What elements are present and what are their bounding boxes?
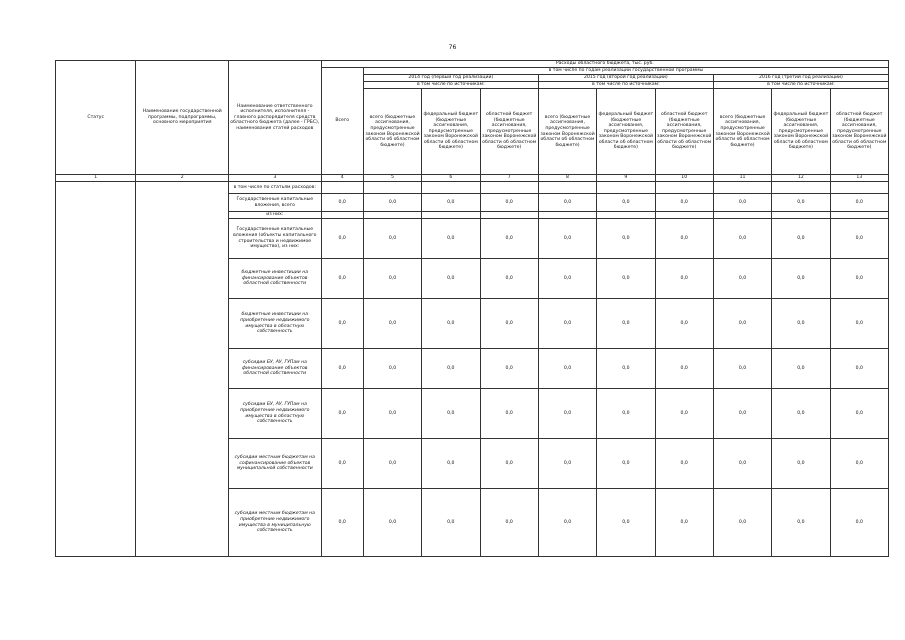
value-cell: 0,0 <box>480 389 538 439</box>
value-cell: 0,0 <box>830 439 888 489</box>
value-cell: 0,0 <box>655 219 713 259</box>
value-cell: 0,0 <box>713 439 771 489</box>
value-cell: 0,0 <box>321 439 363 489</box>
row-label: субсидии БУ, АУ, ГУПам на приобретение недвижимого имущества в областную собственность <box>229 389 322 439</box>
value-cell: 0,0 <box>655 389 713 439</box>
value-cell: 0,0 <box>480 299 538 349</box>
value-cell <box>830 182 888 194</box>
value-cell <box>363 182 421 194</box>
row-label: субсидии местным бюджетам на софинансирование объектов муниципальной собственности <box>229 439 322 489</box>
header-year-2014: 2014 год (первый год реализации) <box>363 75 538 82</box>
value-cell: 0,0 <box>538 194 596 212</box>
value-cell: 0,0 <box>422 194 480 212</box>
value-cell: 0,0 <box>655 299 713 349</box>
value-cell: 0,0 <box>772 194 830 212</box>
value-cell: 0,0 <box>480 349 538 389</box>
header-source-regional: областной бюджет (бюджетные ассигнования, предусмотренные законом Воронежской области об областном бюджете) <box>655 89 713 175</box>
value-cell: 0,0 <box>655 439 713 489</box>
value-cell: 0,0 <box>597 219 655 259</box>
value-cell: 0,0 <box>363 389 421 439</box>
table-body <box>56 182 889 557</box>
value-cell <box>655 212 713 219</box>
value-cell <box>713 212 771 219</box>
value-cell: 0,0 <box>772 489 830 557</box>
value-cell: 0,0 <box>363 439 421 489</box>
value-cell: 0,0 <box>363 489 421 557</box>
value-cell: 0,0 <box>830 389 888 439</box>
value-cell: 0,0 <box>538 219 596 259</box>
value-cell: 0,0 <box>363 259 421 299</box>
header-by-sources: в том числе по источникам: <box>538 82 713 89</box>
value-cell: 0,0 <box>830 299 888 349</box>
header-source-total: всего (бюджетные ассигнования, предусмотренные законом Воронежской области об областном бюджете) <box>363 89 421 175</box>
column-number: 13 <box>830 175 888 182</box>
header-source-federal: федеральный бюджет (бюджетные ассигнования, предусмотренные законом Воронежской области об областном бюджете) <box>772 89 830 175</box>
value-cell: 0,0 <box>772 349 830 389</box>
column-number: 11 <box>713 175 771 182</box>
program-cell <box>136 182 229 557</box>
header-source-total: всего (бюджетные ассигнования, предусмотренные законом Воронежской области об областном бюджете) <box>713 89 771 175</box>
value-cell: 0,0 <box>538 389 596 439</box>
value-cell: 0,0 <box>538 349 596 389</box>
column-number: 6 <box>422 175 480 182</box>
value-cell <box>480 182 538 194</box>
value-cell: 0,0 <box>597 439 655 489</box>
value-cell: 0,0 <box>597 489 655 557</box>
value-cell: 0,0 <box>363 349 421 389</box>
header-year-2016: 2016 год (третий год реализации) <box>713 75 888 82</box>
value-cell: 0,0 <box>713 219 771 259</box>
value-cell: 0,0 <box>422 349 480 389</box>
value-cell: 0,0 <box>713 299 771 349</box>
value-cell: 0,0 <box>772 299 830 349</box>
value-cell: 0,0 <box>713 194 771 212</box>
value-cell: 0,0 <box>597 349 655 389</box>
header-source-total: всего (бюджетные ассигнования, предусмотренные законом Воронежской области об областном бюджете) <box>538 89 596 175</box>
value-cell: 0,0 <box>480 259 538 299</box>
header-by-sources: в том числе по источникам: <box>363 82 538 89</box>
row-label: Государственные капитальные вложения, всего <box>229 194 322 212</box>
column-number: 12 <box>772 175 830 182</box>
column-number: 3 <box>229 175 322 182</box>
header-total: Всего <box>321 68 363 175</box>
value-cell: 0,0 <box>321 299 363 349</box>
value-cell: 0,0 <box>655 489 713 557</box>
column-number: 7 <box>480 175 538 182</box>
value-cell: 0,0 <box>321 194 363 212</box>
value-cell <box>422 182 480 194</box>
value-cell: 0,0 <box>363 219 421 259</box>
value-cell: 0,0 <box>321 259 363 299</box>
value-cell: 0,0 <box>772 439 830 489</box>
header-by-years: в том числе по годам реализации государственной программы <box>363 68 888 75</box>
row-label: из них: <box>229 212 322 219</box>
value-cell <box>480 212 538 219</box>
value-cell: 0,0 <box>772 259 830 299</box>
value-cell: 0,0 <box>422 439 480 489</box>
value-cell: 0,0 <box>713 259 771 299</box>
page-number: 76 <box>448 44 457 51</box>
header-year-2015: 2015 год (второй год реализации) <box>538 75 713 82</box>
value-cell: 0,0 <box>772 219 830 259</box>
value-cell: 0,0 <box>321 219 363 259</box>
value-cell <box>655 182 713 194</box>
column-number: 10 <box>655 175 713 182</box>
value-cell <box>538 212 596 219</box>
value-cell: 0,0 <box>655 259 713 299</box>
header-program-name: Наименование государственной программы, подпрограммы, основного мероприятия <box>136 61 229 175</box>
header-source-regional: областной бюджет (бюджетные ассигнования, предусмотренные законом Воронежской области об областном бюджете) <box>830 89 888 175</box>
header-status: Статус <box>56 61 136 175</box>
column-number: 1 <box>56 175 136 182</box>
value-cell <box>713 182 771 194</box>
value-cell <box>830 212 888 219</box>
value-cell: 0,0 <box>538 439 596 489</box>
value-cell: 0,0 <box>422 489 480 557</box>
column-number: 8 <box>538 175 596 182</box>
value-cell: 0,0 <box>830 349 888 389</box>
value-cell: 0,0 <box>655 349 713 389</box>
header-expenses-title: Расходы областного бюджета, тыс. руб. <box>321 61 888 68</box>
value-cell: 0,0 <box>597 299 655 349</box>
row-label: бюджетные инвестиции на финансирование объектов областной собственности <box>229 259 322 299</box>
value-cell: 0,0 <box>538 489 596 557</box>
value-cell: 0,0 <box>830 194 888 212</box>
column-number-row <box>56 175 889 182</box>
value-cell: 0,0 <box>830 259 888 299</box>
value-cell: 0,0 <box>538 259 596 299</box>
value-cell: 0,0 <box>597 259 655 299</box>
value-cell: 0,0 <box>772 389 830 439</box>
status-cell <box>56 182 136 557</box>
column-number: 4 <box>321 175 363 182</box>
value-cell: 0,0 <box>655 194 713 212</box>
value-cell: 0,0 <box>480 219 538 259</box>
header-executor: Наименование ответственного исполнителя, исполнителя - главного распорядителя средств областного бюджета (далее - ГРБС), наименования статей расходов <box>229 61 322 175</box>
value-cell: 0,0 <box>597 194 655 212</box>
value-cell: 0,0 <box>480 439 538 489</box>
value-cell: 0,0 <box>363 299 421 349</box>
value-cell <box>538 182 596 194</box>
header-source-federal: федеральный бюджет (бюджетные ассигнования, предусмотренные законом Воронежской области об областном бюджете) <box>597 89 655 175</box>
row-label: Государственные капитальные вложения (объекты капитального строительства и недвижимое имущество), из них: <box>229 219 322 259</box>
row-label: субсидии БУ, АУ, ГУПам на финансирование объектов областной собственности <box>229 349 322 389</box>
value-cell: 0,0 <box>422 259 480 299</box>
value-cell <box>422 212 480 219</box>
expense-table <box>55 60 889 557</box>
row-label: в том числе по статьям расходов: <box>229 182 322 194</box>
value-cell: 0,0 <box>713 489 771 557</box>
value-cell <box>772 212 830 219</box>
value-cell: 0,0 <box>480 194 538 212</box>
row-label: субсидии местным бюджетам на приобретение недвижимого имущества в муниципальную собственность <box>229 489 322 557</box>
value-cell: 0,0 <box>830 219 888 259</box>
value-cell: 0,0 <box>321 489 363 557</box>
header-source-regional: областной бюджет (бюджетные ассигнования, предусмотренные законом Воронежской области об областном бюджете) <box>480 89 538 175</box>
value-cell: 0,0 <box>713 389 771 439</box>
value-cell: 0,0 <box>597 389 655 439</box>
value-cell: 0,0 <box>713 349 771 389</box>
value-cell <box>363 212 421 219</box>
value-cell: 0,0 <box>480 489 538 557</box>
column-number: 2 <box>136 175 229 182</box>
value-cell <box>772 182 830 194</box>
column-number: 9 <box>597 175 655 182</box>
value-cell: 0,0 <box>363 194 421 212</box>
value-cell: 0,0 <box>830 489 888 557</box>
value-cell <box>321 182 363 194</box>
value-cell: 0,0 <box>422 299 480 349</box>
row-label: бюджетные инвестиции на приобретение недвижимого имущества в областную собственность <box>229 299 322 349</box>
header-source-federal: федеральный бюджет (бюджетные ассигнования, предусмотренные законом Воронежской области об областном бюджете) <box>422 89 480 175</box>
value-cell: 0,0 <box>538 299 596 349</box>
value-cell: 0,0 <box>321 389 363 439</box>
value-cell <box>597 212 655 219</box>
value-cell <box>597 182 655 194</box>
value-cell <box>321 212 363 219</box>
value-cell: 0,0 <box>422 219 480 259</box>
column-number: 5 <box>363 175 421 182</box>
value-cell: 0,0 <box>422 389 480 439</box>
table-row <box>56 182 889 194</box>
value-cell: 0,0 <box>321 349 363 389</box>
header-by-sources: в том числе по источникам: <box>713 82 888 89</box>
